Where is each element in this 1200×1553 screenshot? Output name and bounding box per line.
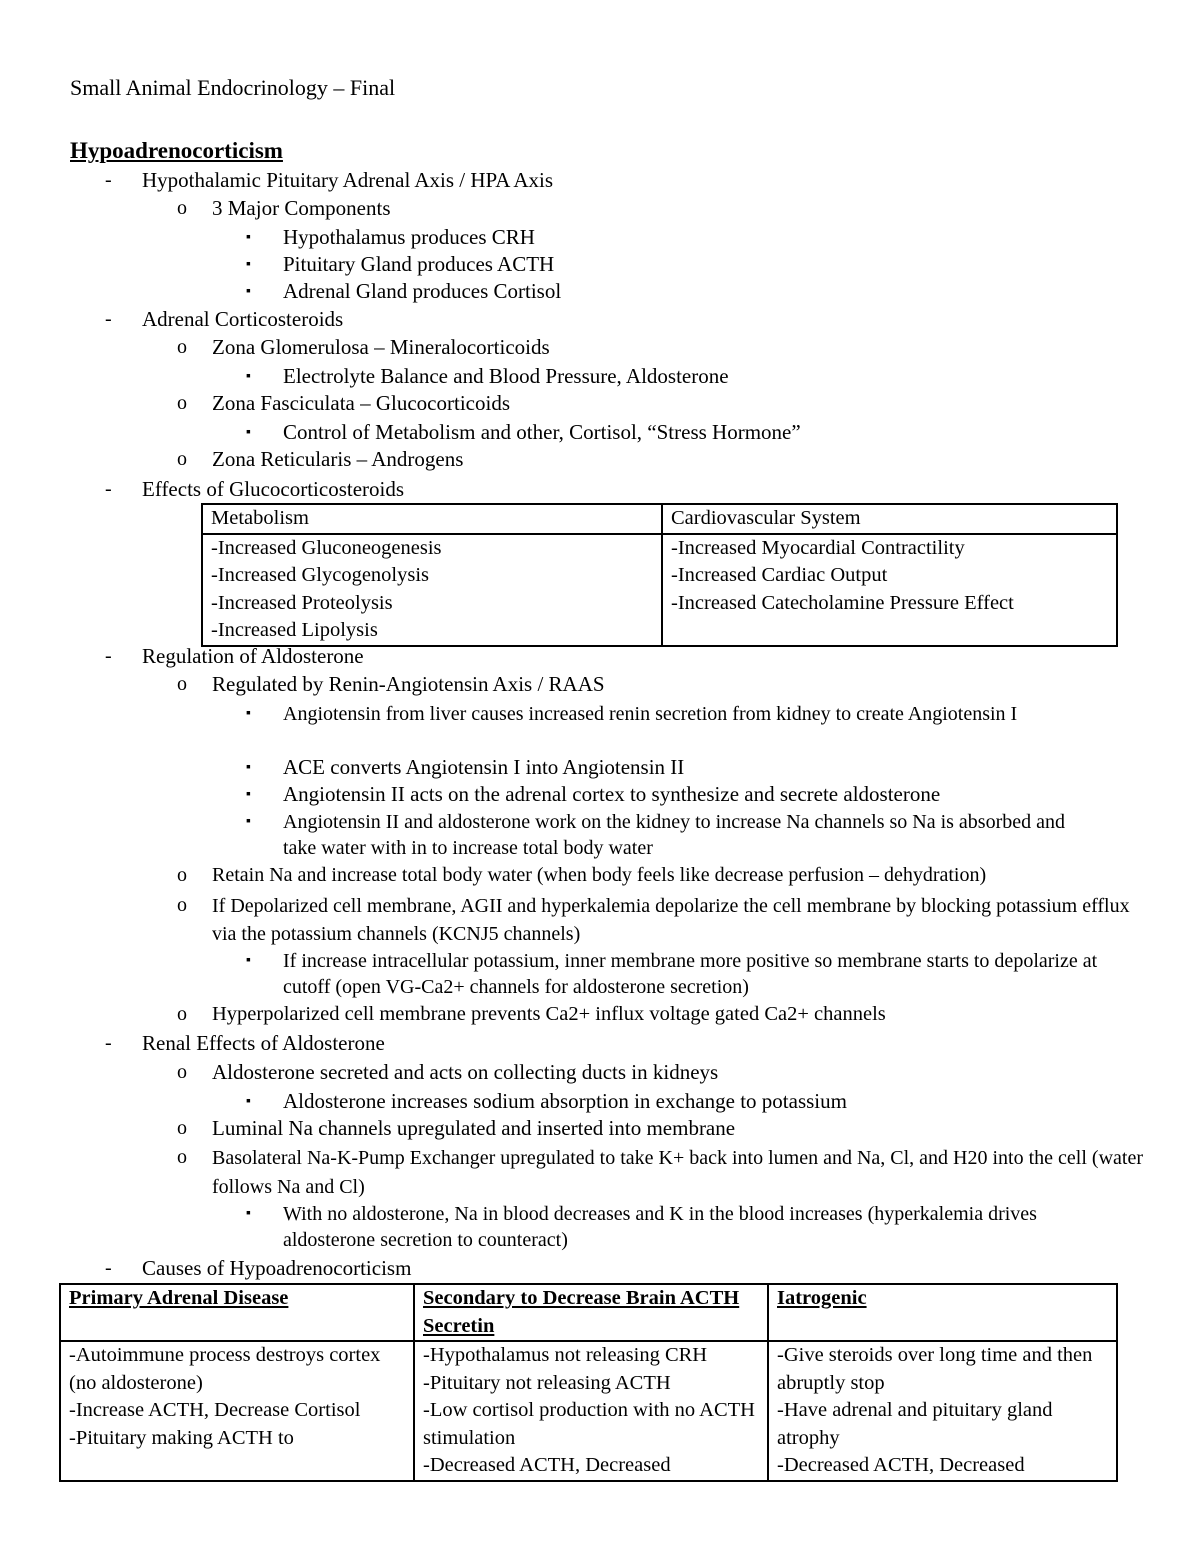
page-title: Small Animal Endocrinology – Final (70, 75, 396, 100)
outline-item: Control of Metabolism and other, Cortisol, “Stress Hormone” (283, 420, 801, 444)
circle-bullet: o (177, 197, 187, 219)
dash-bullet: - (105, 1032, 112, 1054)
table-cell (414, 1341, 768, 1481)
dash-bullet: - (105, 1257, 112, 1279)
outline-item: Adrenal Gland produces Cortisol (283, 279, 562, 303)
table-header: Metabolism (202, 504, 662, 534)
outline-item: Angiotensin from liver causes increased renin secretion from kidney to create Angiotensin I (283, 703, 1018, 725)
square-bullet: ▪ (246, 787, 251, 802)
square-bullet: ▪ (246, 1094, 251, 1109)
table-row (60, 1284, 1117, 1341)
table-cell (60, 1341, 414, 1481)
outline-item: If Depolarized cell membrane, AGII and hyperkalemia depolarize the cell membrane by blocking potassium efflux via the potassium channels (KCNJ5 channels) (212, 895, 1130, 945)
table-cell (202, 534, 662, 646)
cell-line: -Increased Lipolysis (211, 619, 378, 641)
table-header: Primary Adrenal Disease (60, 1284, 414, 1341)
cell-line: -Autoimmune process destroys cortex (no aldosterone) (69, 1344, 381, 1394)
square-bullet: ▪ (246, 425, 251, 440)
circle-bullet: o (177, 1003, 187, 1025)
circle-bullet: o (177, 392, 187, 414)
table-header: Cardiovascular System (662, 504, 1117, 534)
table-row (60, 1341, 1117, 1481)
outline-item: Causes of Hypoadrenocorticism (142, 1256, 412, 1280)
outline-item: With no aldosterone, Na in blood decreases and K in the blood increases (hyperkalemia drives aldosterone secretion to counteract) (283, 1203, 1037, 1251)
circle-bullet: o (177, 894, 187, 916)
table-header: Secondary to Decrease Brain ACTH Secretin (414, 1284, 768, 1341)
table-cell (662, 534, 1117, 646)
outline-item: Zona Reticularis – Androgens (212, 447, 464, 471)
square-bullet: ▪ (246, 814, 251, 829)
outline-item: Regulated by Renin-Angiotensin Axis / RAAS (212, 672, 605, 696)
square-bullet: ▪ (246, 284, 251, 299)
outline-item: 3 Major Components (212, 196, 391, 220)
square-bullet: ▪ (246, 369, 251, 384)
square-bullet: ▪ (246, 257, 251, 272)
circle-bullet: o (177, 673, 187, 695)
dash-bullet: - (105, 169, 112, 191)
dash-bullet: - (105, 478, 112, 500)
glucocorticoid-effects-table (201, 503, 1118, 647)
section-heading: Hypoadrenocorticism (70, 138, 283, 163)
outline-item: Electrolyte Balance and Blood Pressure, Aldosterone (283, 364, 729, 388)
circle-bullet: o (177, 448, 187, 470)
cell-line: -Increased Myocardial Contractility (671, 536, 965, 559)
outline-item: Angiotensin II acts on the adrenal cortex to synthesize and secrete aldosterone (283, 782, 941, 806)
outline-item: ACE converts Angiotensin I into Angiotensin II (283, 755, 685, 779)
cell-line: -Have adrenal and pituitary gland atrophy (777, 1399, 1053, 1449)
cell-line: -Increased Catecholamine Pressure Effect (671, 591, 1014, 614)
cell-line: -Low cortisol production with no ACTH stimulation (423, 1399, 755, 1449)
outline-item: Aldosterone secreted and acts on collecting ducts in kidneys (212, 1060, 719, 1084)
circle-bullet: o (177, 1061, 187, 1083)
outline-item: Hypothalamic Pituitary Adrenal Axis / HPA Axis (142, 168, 554, 192)
cell-line: -Decreased ACTH, Decreased (777, 1454, 1025, 1476)
dash-bullet: - (105, 308, 112, 330)
outline-item: Zona Glomerulosa – Mineralocorticoids (212, 335, 550, 359)
cell-line: -Increased Cardiac Output (671, 564, 888, 586)
outline-item: Luminal Na channels upregulated and inserted into membrane (212, 1116, 736, 1140)
table-row (202, 504, 1117, 534)
circle-bullet: o (177, 1146, 187, 1168)
cell-line: -Increased Glycogenolysis (211, 564, 430, 586)
cell-line: -Increased Gluconeogenesis (211, 536, 442, 559)
outline-item: Angiotensin II and aldosterone work on the kidney to increase Na channels so Na is absorbed and take water with in to increase total body water (283, 811, 1066, 859)
outline-item: Retain Na and increase total body water (when body feels like decrease perfusion – dehydration) (212, 864, 987, 886)
outline-item: Aldosterone increases sodium absorption in exchange to potassium (283, 1089, 847, 1113)
table-row (202, 534, 1117, 646)
causes-table (59, 1283, 1118, 1482)
cell-line: -Pituitary making ACTH to (69, 1426, 294, 1449)
cell-line: -Increased Proteolysis (211, 591, 393, 614)
dash-bullet: - (105, 645, 112, 667)
cell-line: -Hypothalamus not releasing CRH (423, 1344, 708, 1366)
square-bullet: ▪ (246, 760, 251, 775)
outline-item: Renal Effects of Aldosterone (142, 1031, 385, 1055)
circle-bullet: o (177, 336, 187, 358)
outline-item: Regulation of Aldosterone (142, 644, 364, 668)
outline-item: Effects of Glucocorticosteroids (142, 477, 405, 501)
circle-bullet: o (177, 864, 187, 886)
table-header: Iatrogenic (768, 1284, 1117, 1341)
outline-item: Basolateral Na-K-Pump Exchanger upregulated to take K+ back into lumen and Na, Cl, and H20 into the cell (water follows Na and Cl) (212, 1147, 1143, 1198)
cell-line: -Decreased ACTH, Decreased (423, 1454, 671, 1476)
outline-item: Adrenal Corticosteroids (142, 307, 344, 331)
circle-bullet: o (177, 1117, 187, 1139)
outline-item: Hypothalamus produces CRH (283, 225, 535, 249)
outline-item: Hyperpolarized cell membrane prevents Ca2+ influx voltage gated Ca2+ channels (212, 1003, 886, 1025)
cell-line: -Increase ACTH, Decrease Cortisol (69, 1399, 361, 1421)
square-bullet: ▪ (246, 706, 251, 721)
cell-line: -Give steroids over long time and then abruptly stop (777, 1344, 1093, 1394)
square-bullet: ▪ (246, 953, 251, 968)
square-bullet: ▪ (246, 1206, 251, 1221)
outline-item: Pituitary Gland produces ACTH (283, 252, 555, 276)
square-bullet: ▪ (246, 230, 251, 245)
outline-item: Zona Fasciculata – Glucocorticoids (212, 391, 510, 415)
table-cell (768, 1341, 1117, 1481)
cell-line: -Pituitary not releasing ACTH (423, 1371, 671, 1394)
outline-item: If increase intracellular potassium, inner membrane more positive so membrane starts to depolarize at cutoff (open VG-Ca2+ channels for aldosterone secretion) (283, 950, 1098, 998)
